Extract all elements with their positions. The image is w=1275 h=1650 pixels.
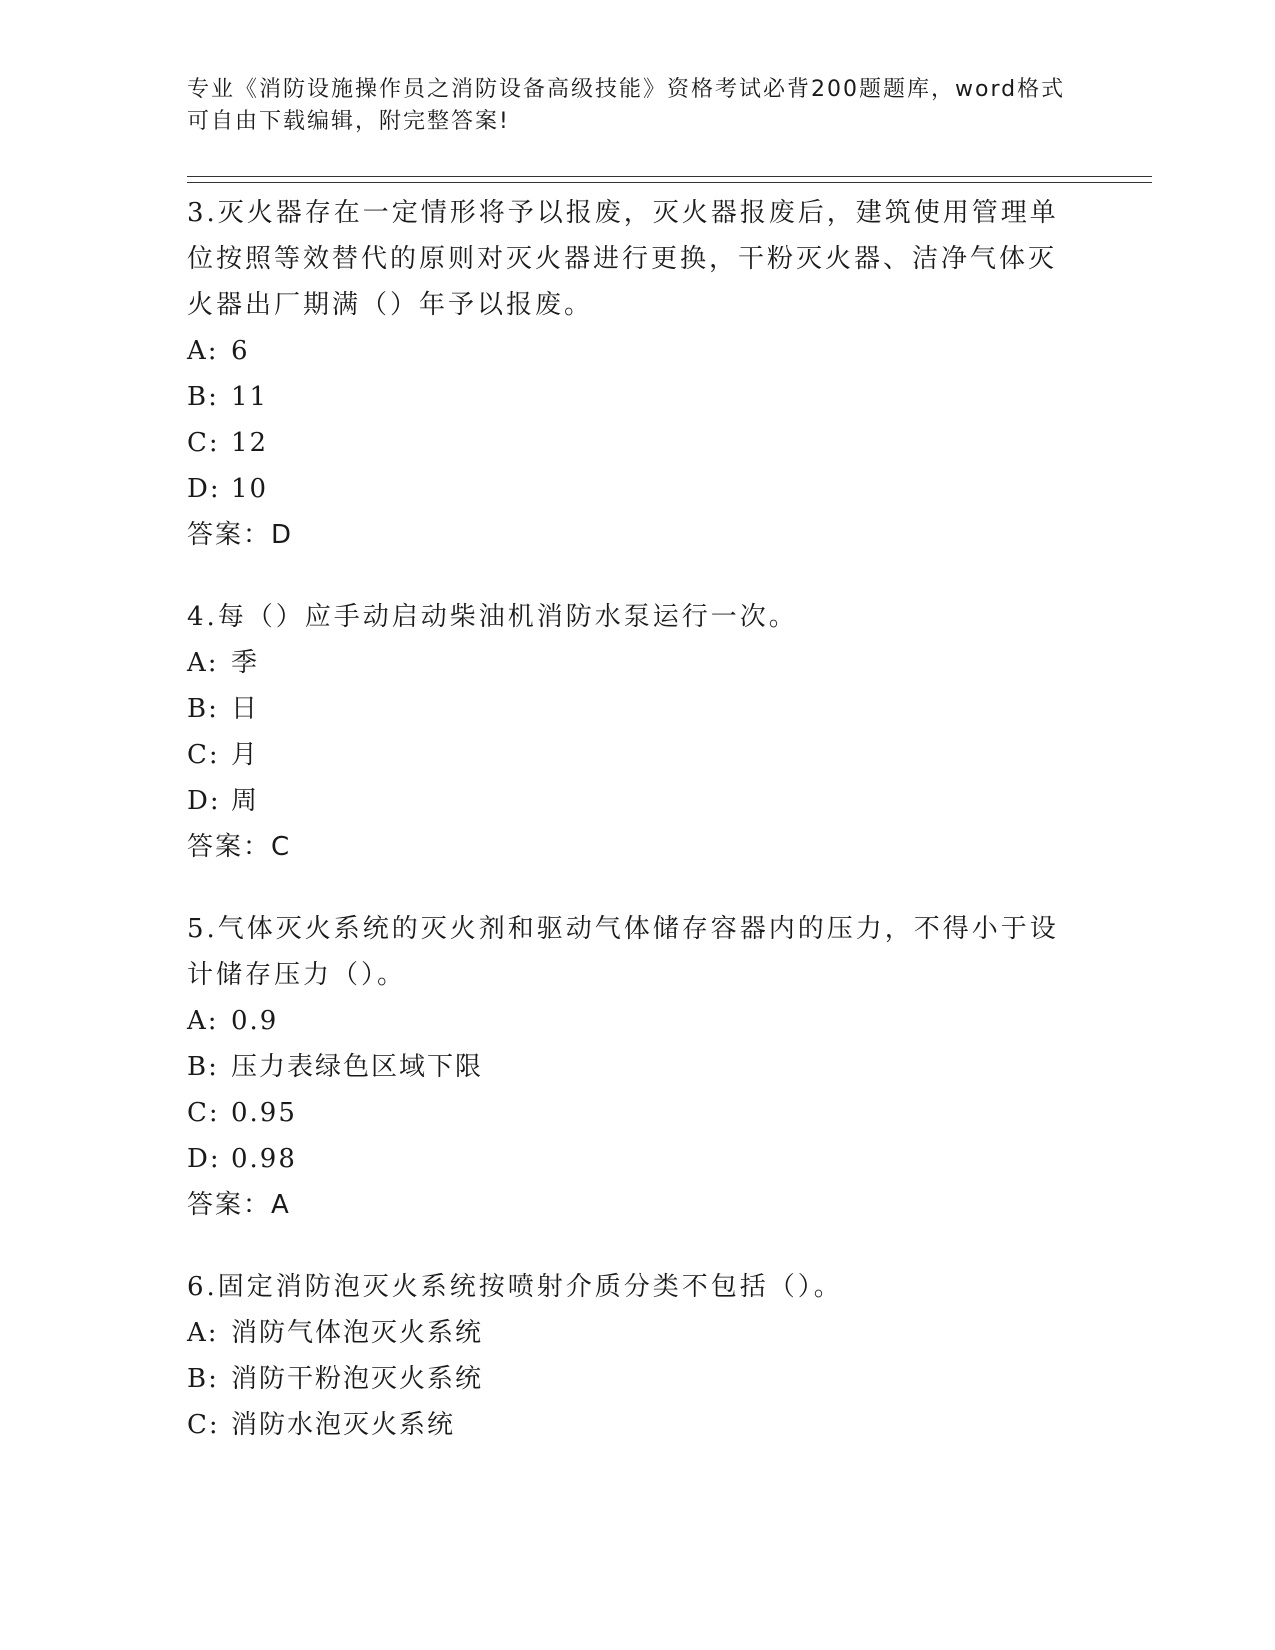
option-letter: A: xyxy=(187,1318,219,1348)
option-text: 周 xyxy=(231,786,260,816)
option-letter: C: xyxy=(187,740,220,770)
question-3 xyxy=(187,190,1067,558)
option-d xyxy=(187,1136,1067,1182)
option-c xyxy=(187,1090,1067,1136)
answer-value: A xyxy=(271,1190,291,1220)
option-a xyxy=(187,1310,1067,1356)
header-divider-bottom xyxy=(187,182,1152,183)
option-text: 季 xyxy=(231,648,260,678)
option-letter: A: xyxy=(187,1006,219,1036)
option-c xyxy=(187,420,1067,466)
option-letter: D: xyxy=(187,474,221,504)
option-text: 月 xyxy=(231,740,260,770)
answer-line xyxy=(187,512,1067,558)
option-c xyxy=(187,732,1067,778)
option-text: 压力表绿色区域下限 xyxy=(231,1052,484,1082)
header-divider-top xyxy=(187,176,1152,177)
option-a xyxy=(187,640,1067,686)
option-text: 6 xyxy=(231,336,250,366)
question-6 xyxy=(187,1264,1067,1448)
answer-prefix: 答案： xyxy=(187,520,272,550)
option-c xyxy=(187,1402,1067,1448)
option-text: 12 xyxy=(231,428,269,458)
option-a xyxy=(187,998,1067,1044)
option-d xyxy=(187,778,1067,824)
option-letter: B: xyxy=(187,382,219,412)
answer-line xyxy=(187,824,1067,870)
option-letter: A: xyxy=(187,336,219,366)
question-stem: 4.每（）应手动启动柴油机消防水泵运行一次。 xyxy=(187,602,798,632)
answer-prefix: 答案： xyxy=(187,1190,272,1220)
answer-value: C xyxy=(271,832,292,862)
option-b xyxy=(187,1356,1067,1402)
option-letter: B: xyxy=(187,694,219,724)
option-text: 0.9 xyxy=(231,1006,279,1036)
option-b xyxy=(187,686,1067,732)
option-d xyxy=(187,466,1067,512)
option-letter: C: xyxy=(187,428,220,458)
option-b xyxy=(187,1044,1067,1090)
option-letter: D: xyxy=(187,1144,221,1174)
option-letter: D: xyxy=(187,786,221,816)
option-letter: C: xyxy=(187,1098,220,1128)
question-stem: 5.气体灭火系统的灭火剂和驱动气体储存容器内的压力，不得小于设计储存压力（）。 xyxy=(187,914,1059,990)
option-text: 0.98 xyxy=(231,1144,297,1174)
question-stem: 6.固定消防泡灭火系统按喷射介质分类不包括（）。 xyxy=(187,1272,843,1302)
question-stem: 3.灭火器存在一定情形将予以报废，灭火器报废后，建筑使用管理单位按照等效替代的原则对灭火器进行更换，干粉灭火器、洁净气体灭火器出厂期满（）年予以报废。 xyxy=(187,198,1059,320)
option-letter: C: xyxy=(187,1410,220,1440)
option-text: 日 xyxy=(231,694,260,724)
question-list xyxy=(187,190,1067,1484)
question-4 xyxy=(187,594,1067,870)
option-text: 消防气体泡灭火系统 xyxy=(231,1318,484,1348)
option-text: 0.95 xyxy=(231,1098,297,1128)
option-text: 11 xyxy=(231,382,269,412)
option-a xyxy=(187,328,1067,374)
option-letter: A: xyxy=(187,648,219,678)
option-text: 消防水泡灭火系统 xyxy=(231,1410,456,1440)
question-5 xyxy=(187,906,1067,1228)
option-b xyxy=(187,374,1067,420)
option-text: 10 xyxy=(231,474,269,504)
answer-prefix: 答案： xyxy=(187,832,272,862)
document-header: 专业《消防设施操作员之消防设备高级技能》资格考试必背200题题库，word格式可自由下载编辑，附完整答案! xyxy=(187,77,1066,134)
option-letter: B: xyxy=(187,1364,219,1394)
option-text: 消防干粉泡灭火系统 xyxy=(231,1364,484,1394)
answer-line xyxy=(187,1182,1067,1228)
option-letter: B: xyxy=(187,1052,219,1082)
answer-value: D xyxy=(271,520,294,550)
